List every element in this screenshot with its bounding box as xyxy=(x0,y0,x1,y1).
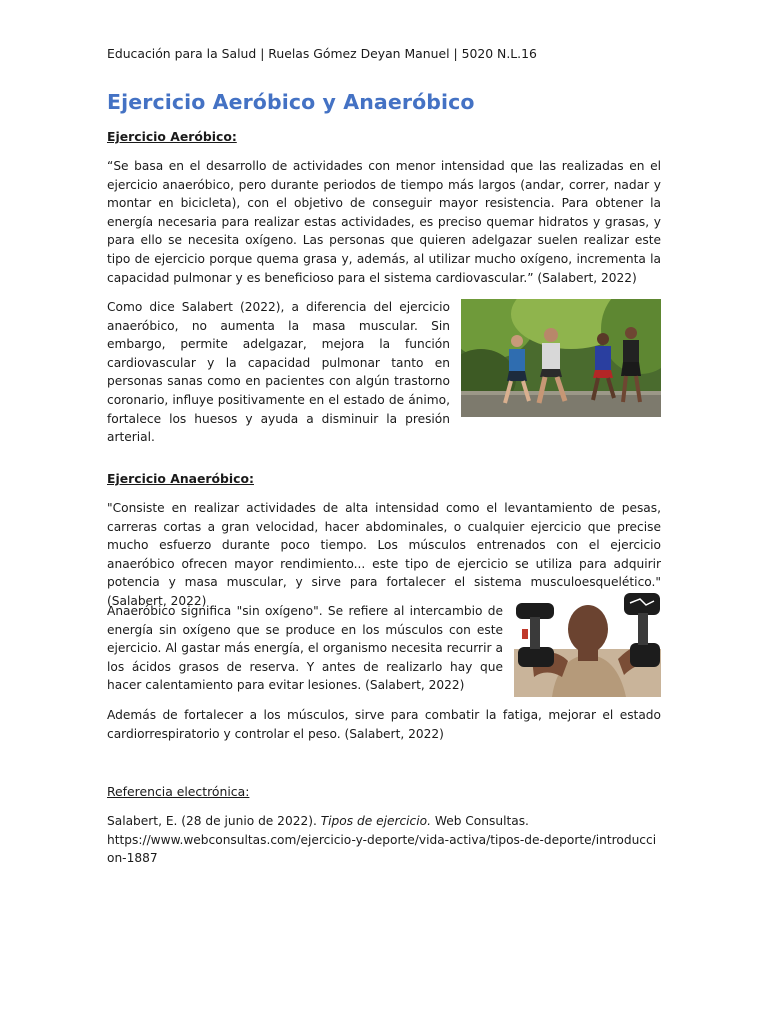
document-header: Educación para la Salud | Ruelas Gómez Deyan Manuel | 5020 N.L.16 xyxy=(107,46,537,61)
anaerobic-body: Anaeróbico significa "sin oxígeno". Se refiere al intercambio de energía sin oxígeno que se produce en los músculos con este ejercicio. Al gastar más energía, el organismo necesita recurrir a los ácidos grasos de reserva. Y antes de realizarlo hay que hacer calentamiento para evitar lesiones. (Salabert, 2022) xyxy=(107,604,503,693)
document-title: Ejercicio Aeróbico y Anaeróbico xyxy=(107,90,475,114)
reference-work-title: Tipos de ejercicio. xyxy=(320,814,431,828)
anaerobic-extra: Además de fortalecer a los músculos, sirve para combatir la fatiga, mejorar el estado cardiorrespiratorio y controlar el peso. (Salabert, 2022) xyxy=(107,708,661,741)
anaerobic-quote: "Consiste en realizar actividades de alta intensidad como el levantamiento de pesas, carreras cortas a gran velocidad, hacer abdominales, o cualquier ejercicio que precise mucho esfuerzo durante poco tiempo. Los músculos entrenados con el ejercicio anaeróbico ofrecen mayor rendimiento... este tipo de ejercicio se utiliza para adquirir potencia y masa muscular, y sirve para fortalecer el sistema musculoesquelético."(Salabert, 2022) xyxy=(107,501,661,608)
aerobic-quote: “Se basa en el desarrollo de actividades con menor intensidad que las realizadas en el ejercicio anaeróbico, pero durante periodos de tiempo más largos (andar, correr, nadar y montar en bicicleta), con el objetivo de conseguir mayor resistencia. Para obtener la energía necesaria para realizar estas actividades, es preciso quemar hidratos y grasas, y para ello se necesita oxígeno. Las personas que quieren adelgazar suelen realizar este tipo de ejercicio porque quema grasa y, además, al utilizar mucho oxígeno, incrementa la capacidad pulmonar y es beneficioso para el sistema cardiovascular.” (Salabert, 2022) xyxy=(107,159,661,285)
weights-image xyxy=(514,589,661,697)
runners-image xyxy=(461,299,661,417)
reference-url-link[interactable]: https://www.webconsultas.com/ejercicio-y-deporte/vida-activa/tipos-de-deporte/introduccion-1887 xyxy=(107,832,657,866)
weights-photo xyxy=(514,589,661,697)
runners-photo xyxy=(461,299,661,417)
reference-entry xyxy=(107,812,661,868)
aerobic-heading: Ejercicio Aeróbico: xyxy=(107,129,237,144)
reference-author-date: Salabert, E. (28 de junio de 2022). xyxy=(107,814,321,828)
reference-heading: Referencia electrónica: xyxy=(107,784,250,799)
reference-publisher: Web Consultas. xyxy=(430,814,529,828)
anaerobic-heading: Ejercicio Anaeróbico: xyxy=(107,471,254,486)
aerobic-body: Como dice Salabert (2022), a diferencia del ejercicio anaeróbico, no aumenta la masa muscular. Sin embargo, permite adelgazar, mejora la función cardiovascular y la capacidad pulmonar tanto en personas sanas como en pacientes con algún trastorno coronario, influye positivamente en el estado de ánimo, fortalece los huesos y ayuda a disminuir la presión arterial. xyxy=(107,300,450,445)
